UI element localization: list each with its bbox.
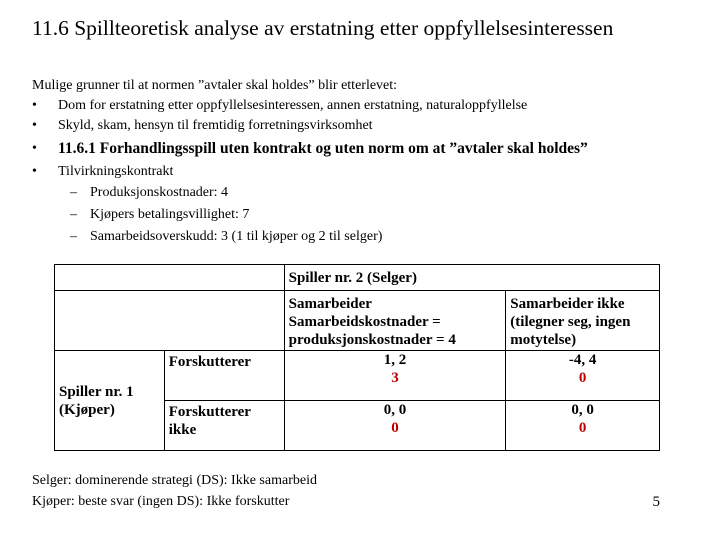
sub-bullet-item — [32, 182, 712, 204]
total-value: 0 — [578, 370, 587, 386]
dash-marker: – — [70, 229, 77, 244]
bullet-text: Dom for erstatning etter oppfyllelsesinteressen, annen erstatning, naturaloppfyllelse — [58, 98, 528, 113]
row-header-advance: Forskutterer — [164, 351, 284, 401]
bullet-text: Skyld, skam, hensyn til fremtidig forretningsvirksomhet — [58, 118, 373, 133]
slide-title: 11.6 Spillteoretisk analyse av erstatning etter oppfyllelsesinteressen — [32, 16, 614, 40]
sub-bullet-item — [32, 226, 712, 248]
payoff-value: 0, 0 — [571, 402, 594, 418]
bullet-marker: • — [32, 98, 37, 113]
payoff-cell — [284, 351, 506, 401]
bullet-item — [32, 96, 712, 116]
bullet-text: Tilvirkningskontrakt — [58, 164, 174, 179]
row-header-no-advance: Forskutterer ikke — [164, 401, 284, 451]
bullet-marker: • — [32, 164, 37, 179]
col-header-cooperate: Samarbeider Samarbeidskostnader = produksjonskostnader = 4 — [284, 291, 506, 351]
section-heading: 11.6.1 Forhandlingsspill uten kontrakt og uten norm om at ”avtaler skal holdes” — [58, 140, 588, 157]
sub-bullet-text: Produksjonskostnader: 4 — [90, 185, 229, 200]
payoff-value: -4, 4 — [568, 352, 597, 368]
sub-bullet-item — [32, 204, 712, 226]
dash-marker: – — [70, 185, 77, 200]
bullet-item — [32, 116, 712, 136]
payoff-value: 0, 0 — [383, 402, 407, 418]
payoff-value: 1, 2 — [383, 352, 407, 368]
total-value: 0 — [391, 420, 399, 436]
bullet-marker: • — [32, 118, 37, 133]
buyer-conclusion: Kjøper: beste svar (ingen DS): Ikke forskutter — [32, 494, 290, 509]
sub-bullet-text: Samarbeidsoverskudd: 3 (1 til kjøper og 2 til selger) — [90, 229, 383, 244]
intro-text: Mulige grunner til at normen ”avtaler skal holdes” blir etterlevet: — [32, 78, 398, 93]
player2-header: Spiller nr. 2 (Selger) — [284, 265, 659, 291]
matrix-corner — [55, 291, 285, 351]
total-value: 0 — [578, 420, 587, 436]
dash-marker: – — [70, 207, 77, 222]
payoff-cell — [284, 401, 506, 451]
sub-bullet-text: Kjøpers betalingsvillighet: 7 — [90, 207, 250, 222]
seller-conclusion: Selger: dominerende strategi (DS): Ikke samarbeid — [32, 473, 317, 488]
payoff-cell — [506, 351, 660, 401]
payoff-cell — [506, 401, 660, 451]
bullet-marker: • — [32, 141, 37, 156]
total-value: 3 — [391, 370, 399, 386]
col-header-defect: Samarbeider ikke (tilegner seg, ingen motytelse) — [506, 291, 660, 351]
payoff-matrix — [54, 264, 660, 451]
player1-header: Spiller nr. 1 (Kjøper) — [55, 351, 165, 451]
page-number: 5 — [652, 494, 660, 510]
matrix-corner — [55, 265, 285, 291]
bullet-item-heading — [32, 136, 712, 162]
bullet-item — [32, 162, 712, 182]
bullet-list — [32, 96, 712, 248]
conclusion-text — [32, 470, 317, 512]
